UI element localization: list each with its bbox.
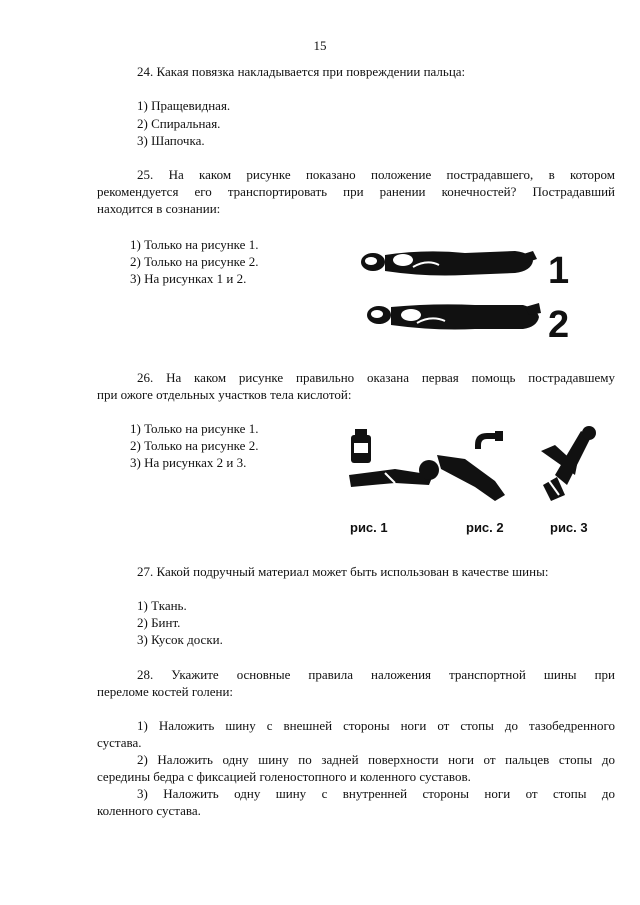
victim-figure-2 [367, 303, 541, 330]
figure-1-number: 1 [548, 250, 570, 292]
q26-option-2: 2) Только на рисунке 2. [130, 438, 259, 453]
q27-option-2: 2) Бинт. [137, 615, 181, 630]
page-number: 15 [313, 38, 327, 53]
q25-option-1: 1) Только на рисунке 1. [130, 237, 259, 252]
bandaged-arm-icon [541, 426, 596, 501]
question-24: 24. Какая повязка накладывается при повреждении пальца: [137, 64, 466, 79]
figure-2-number: 2 [548, 304, 570, 346]
bottle-arm-icon [349, 429, 439, 487]
victim-figure-1 [361, 251, 537, 276]
q28-option-2-line-1: 2) Наложить одну шину по задней поверхности ноги от пальцев стопы до [137, 752, 615, 767]
q28-option-2-line-2: середины бедра с фиксацией голеностопного и коленного суставов. [97, 769, 471, 784]
q28-option-1-line-2: сустава. [97, 735, 142, 750]
q26-option-3: 3) На рисунках 2 и 3. [130, 455, 247, 470]
question-27: 27. Какой подручный материал может быть использован в качестве шины: [137, 564, 549, 579]
q24-option-1: 1) Пращевидная. [137, 98, 231, 113]
lying-victim-figures [355, 245, 545, 340]
q27-option-3: 3) Кусок доски. [137, 632, 223, 647]
q28-option-1-line-1: 1) Наложить шину с внешней стороны ноги от стопы до тазобедренного [137, 718, 615, 733]
question-25-line-1: 25. На каком рисунке показано положение пострадавшего, в котором [137, 167, 615, 182]
q24-option-2: 2) Спиральная. [137, 116, 221, 131]
q25-option-3: 3) На рисунках 1 и 2. [130, 271, 247, 286]
question-28-line-1: 28. Укажите основные правила наложения транспортной шины при [137, 667, 615, 682]
question-26-line-2: при ожоге отдельных участков тела кислотой: [97, 387, 352, 402]
question-28-line-2: переломе костей голени: [97, 684, 234, 699]
q27-option-1: 1) Ткань. [137, 598, 187, 613]
q28-option-3-line-2: коленного сустава. [97, 803, 201, 818]
q24-option-3: 3) Шапочка. [137, 133, 205, 148]
acid-burn-figures [345, 425, 610, 520]
water-tap-arm-icon [437, 431, 505, 501]
question-25-line-3: находится в сознании: [97, 201, 221, 216]
question-26-line-1: 26. На каком рисунке правильно оказана первая помощь пострадавшему [137, 370, 615, 385]
q28-option-3-line-1: 3) Наложить одну шину с внутренней стороны ноги от стопы до [137, 786, 615, 801]
question-25-line-2: рекомендуется его транспортировать при ранении конечностей? Пострадавший [97, 184, 615, 199]
figure-caption-2: рис. 2 [466, 520, 504, 535]
q26-option-1: 1) Только на рисунке 1. [130, 421, 259, 436]
q25-option-2: 2) Только на рисунке 2. [130, 254, 259, 269]
figure-caption-3: рис. 3 [550, 520, 588, 535]
figure-caption-1: рис. 1 [350, 520, 388, 535]
